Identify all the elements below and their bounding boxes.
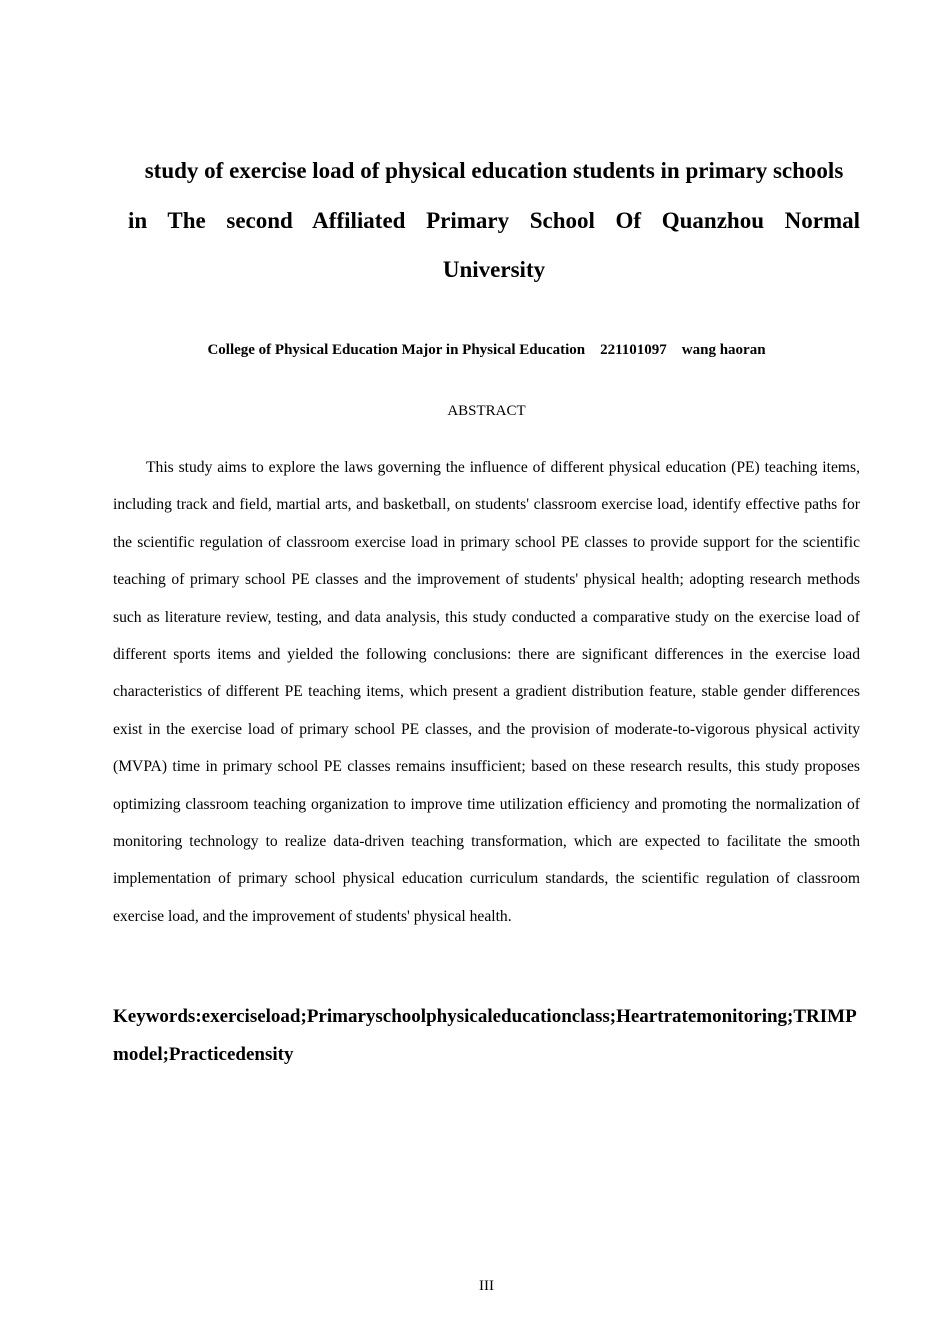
author-byline: College of Physical Education Major in Physical Education 221101097 wang haoran (207, 342, 766, 358)
paper-title (128, 146, 860, 295)
page-number: III (479, 1278, 494, 1294)
abstract-body: This study aims to explore the laws governing the influence of different physical education (PE) teaching items, including track and field, martial arts, and basketball, on students' classroom exercise load, identify effective paths for the scientific regulation of classroom exercise load in primary school PE classes to provide support for the scientific teaching of primary school PE classes and the improvement of students' physical health; adopting research methods such as literature review, testing, and data analysis, this study conducted a comparative study on the exercise load of different sports items and yielded the following conclusions: there are significant differences in the exercise load characteristics of different PE teaching items, which present a gradient distribution feature, stable gender differences exist in the exercise load of primary school PE classes, and the provision of moderate-to-vigorous physical activity (MVPA) time in primary school PE classes remains insufficient; based on these research results, this study proposes optimizing classroom teaching organization to improve time utilization efficiency and promoting the normalization of monitoring technology to realize data-driven teaching transformation, which are expected to facilitate the smooth implementation of primary school physical education curriculum standards, the scientific regulation of classroom exercise load, and the improvement of students' physical health. (113, 459, 860, 925)
title-line-2: in The second Affiliated Primary School Of Quanzhou Normal (128, 207, 860, 233)
abstract-heading: ABSTRACT (447, 403, 526, 419)
keywords: Keywords:exerciseload;Primaryschoolphysicaleducationclass;Heartratemonitoring;TRIMPmodel;Practicedensity (113, 1006, 857, 1065)
title-line-3: University (442, 257, 546, 282)
title-line-1: study of exercise load of physical education students in primary schools (144, 158, 844, 183)
